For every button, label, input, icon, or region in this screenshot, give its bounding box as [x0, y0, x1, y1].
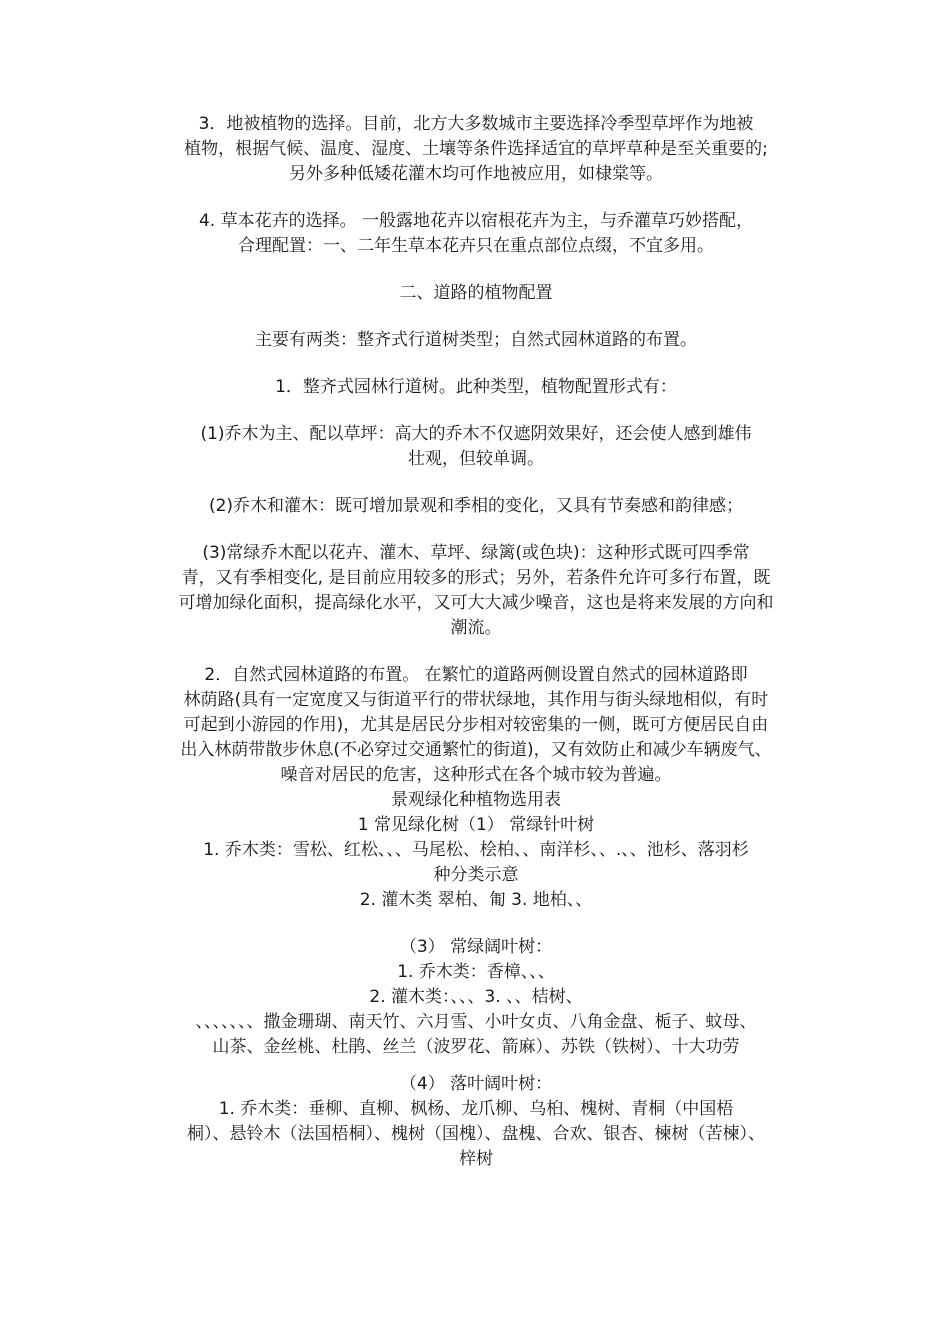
text-line: (3)常绿乔木配以花卉、灌木、草坪、绿篱(或色块)：这种形式既可四季常 — [202, 543, 750, 563]
text-line: 景观绿化种植物选用表 — [391, 790, 561, 810]
text-line: 2. 灌木类：、、、3. 、、桔树、 — [369, 987, 583, 1007]
text-line: 2. 灌木类 翠柏、匍 3. 地柏、、 — [359, 890, 593, 910]
paragraph-evergreen-arbor — [140, 541, 812, 641]
text-line: 可起到小游园的作用)，尤其是居民分步相对较密集的一侧，既可方便居民自由 — [183, 715, 769, 735]
text-line: 1. 乔木类：香樟、、、 — [397, 962, 555, 982]
text-line: 1．整齐式园林行道树。此种类型，植物配置形式有： — [275, 377, 677, 397]
text-line: 2．自然式园林道路的布置。 在繁忙的道路两侧设置自然式的园林道路即 — [204, 665, 748, 685]
text-line: 梓树 — [459, 1149, 493, 1169]
paragraph-arbor-and-shrub — [140, 494, 812, 519]
document-page — [140, 112, 812, 1172]
text-line: 噪音对居民的危害，这种形式在各个城市较为普遍。 — [280, 765, 672, 785]
text-line: 4. 草本花卉的选择。 一般露地花卉以宿根花卉为主，与乔灌草巧妙搭配， — [198, 211, 754, 231]
paragraph-two-types — [140, 328, 812, 353]
text-line: 1 常见绿化树（1） 常绿针叶树 — [357, 815, 595, 835]
text-line: 3．地被植物的选择。目前，北方大多数城市主要选择冷季型草坪作为地被 — [198, 114, 754, 134]
text-line: 青，又有季相变化, 是目前应用较多的形式；另外，若条件允许可多行布置，既 — [181, 568, 771, 588]
text-line: 、、、、、、、撒金珊瑚、南天竹、六月雪、小叶女贞、八角金盘、栀子、蚊母、 — [195, 1012, 757, 1032]
text-line: 主要有两类：整齐式行道树类型；自然式园林道路的布置。 — [255, 330, 697, 350]
paragraph-herbaceous-flowers — [140, 209, 812, 259]
text-line: 出入林荫带散步休息(不必穿过交通繁忙的街道)，又有效防止和减少车辆废气、 — [180, 740, 772, 760]
text-line: (1)乔木为主、配以草坪：高大的乔木不仅遮阴效果好，还会使人感到雄伟 — [200, 424, 752, 444]
text-line: 1. 乔木类：雪松、红松、、、马尾松、桧柏、、南洋杉、、.、、池杉、落羽杉 — [203, 840, 749, 860]
text-line: （3） 常绿阔叶树： — [399, 937, 553, 957]
text-line: 林荫路(具有一定宽度又与街道平行的带状绿地，其作用与街头绿地相似，有时 — [183, 690, 769, 710]
section-heading-road-planting: 二、道路的植物配置 — [399, 283, 553, 303]
paragraph-evergreen-broadleaf — [140, 935, 812, 1060]
text-line: 1. 乔木类：垂柳、直柳、枫杨、龙爪柳、乌桕、槐树、青桐（中国梧 — [218, 1099, 734, 1119]
text-line: 植物，根据气候、温度、湿度、土壤等条件选择适宜的草坪草种是至关重要的; — [184, 139, 768, 159]
text-line: 种分类示意 — [433, 865, 519, 885]
text-line: 山茶、金丝桃、杜鹃、丝兰（波罗花、箭麻）、苏铁（铁树）、十大功劳 — [212, 1037, 740, 1057]
paragraph-ground-cover — [140, 112, 812, 187]
text-line: 合理配置：一、二年生草本花卉只在重点部位点缀，不宜多用。 — [238, 236, 714, 256]
text-line: 壮观，但较单调。 — [408, 449, 544, 469]
text-line: 潮流。 — [450, 618, 502, 638]
text-line: (2)乔木和灌木：既可增加景观和季相的变化，又具有节奏感和韵律感； — [208, 496, 744, 516]
paragraph-deciduous-broadleaf — [140, 1072, 812, 1172]
text-line: （4） 落叶阔叶树： — [399, 1074, 553, 1094]
paragraph-formal-street-trees — [140, 375, 812, 400]
text-line: 桐）、悬铃木（法国梧桐）、槐树（国槐）、盘槐、合欢、银杏、楝树（苦楝）、 — [187, 1124, 765, 1144]
paragraph-arbor-with-lawn — [140, 422, 812, 472]
text-line: 另外多种低矮花灌木均可作地被应用，如棣棠等。 — [289, 164, 663, 184]
paragraph-plant-selection-table — [140, 788, 812, 913]
text-line: 可增加绿化面积，提高绿化水平，又可大大减少噪音，这也是将来发展的方向和 — [178, 593, 774, 613]
paragraph-natural-road — [140, 663, 812, 788]
